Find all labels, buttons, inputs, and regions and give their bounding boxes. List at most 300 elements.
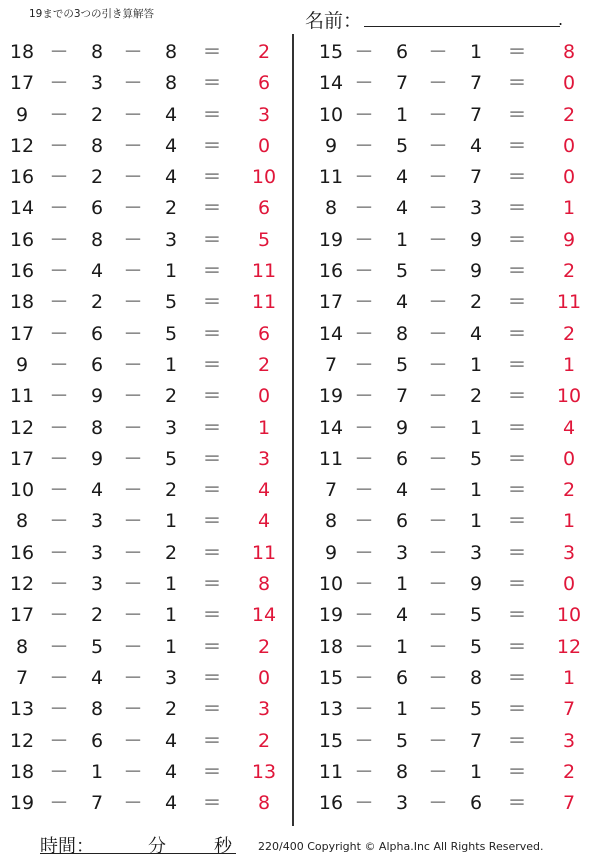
- minus-sign: －: [354, 166, 374, 189]
- minus-sign: －: [354, 541, 374, 564]
- subtrahend-1: 1: [395, 228, 409, 251]
- subtrahend-1: 9: [90, 447, 104, 470]
- answer: 8: [257, 792, 271, 815]
- subtrahend-1: 6: [395, 447, 409, 470]
- minus-sign: －: [354, 197, 374, 220]
- equals-sign: ＝: [202, 134, 222, 157]
- subtrahend-2: 1: [164, 604, 178, 627]
- minus-sign: －: [49, 134, 69, 157]
- minus-sign: －: [354, 447, 374, 470]
- subtrahend-1: 8: [395, 760, 409, 783]
- minus-sign: －: [49, 635, 69, 658]
- minus-sign: －: [49, 510, 69, 533]
- problem-row: [305, 413, 595, 444]
- subtrahend-1: 6: [395, 41, 409, 63]
- answer: 10: [556, 604, 582, 627]
- problem-row: [305, 131, 595, 162]
- subtrahend-1: 4: [395, 166, 409, 189]
- minus-sign: －: [123, 760, 143, 783]
- equals-sign: ＝: [202, 447, 222, 470]
- subtrahend-1: 3: [90, 510, 104, 533]
- subtrahend-1: 9: [90, 385, 104, 408]
- subtrahend-2: 1: [164, 510, 178, 533]
- minus-sign: －: [123, 666, 143, 689]
- minus-sign: －: [123, 698, 143, 721]
- minuend: 16: [9, 541, 35, 564]
- subtrahend-1: 3: [90, 541, 104, 564]
- equals-sign: ＝: [507, 760, 527, 783]
- subtrahend-2: 1: [469, 760, 483, 783]
- minuend: 17: [9, 322, 35, 345]
- equals-sign: ＝: [507, 666, 527, 689]
- minuend: 17: [318, 291, 344, 314]
- subtrahend-2: 9: [469, 573, 483, 596]
- minus-sign: －: [354, 41, 374, 63]
- minuend: 14: [318, 322, 344, 345]
- minus-sign: －: [428, 72, 448, 95]
- subtrahend-1: 7: [395, 72, 409, 95]
- problem-row: [0, 413, 290, 444]
- column-divider: [292, 34, 294, 826]
- subtrahend-1: 5: [90, 635, 104, 658]
- subtrahend-2: 4: [164, 760, 178, 783]
- minuend: 9: [324, 541, 338, 564]
- equals-sign: ＝: [202, 604, 222, 627]
- subtrahend-1: 3: [395, 792, 409, 815]
- minuend: 15: [318, 666, 344, 689]
- equals-sign: ＝: [202, 228, 222, 251]
- answer: 0: [562, 573, 576, 596]
- minus-sign: －: [123, 103, 143, 126]
- subtrahend-2: 4: [469, 322, 483, 345]
- minus-sign: －: [354, 260, 374, 283]
- minus-sign: －: [428, 103, 448, 126]
- problem-row: [305, 663, 595, 694]
- equals-sign: ＝: [202, 291, 222, 314]
- problem-row: [305, 225, 595, 256]
- problem-row: [0, 225, 290, 256]
- answer: 0: [257, 385, 271, 408]
- answer: 0: [257, 666, 271, 689]
- subtrahend-1: 4: [395, 291, 409, 314]
- subtrahend-1: 5: [395, 729, 409, 752]
- minus-sign: －: [428, 41, 448, 63]
- answer: 11: [251, 541, 277, 564]
- minuend: 12: [9, 416, 35, 439]
- problem-row: [0, 444, 290, 475]
- minuend: 17: [9, 604, 35, 627]
- subtrahend-1: 9: [395, 416, 409, 439]
- equals-sign: ＝: [507, 573, 527, 596]
- subtrahend-2: 8: [164, 41, 178, 63]
- problem-row: [305, 287, 595, 318]
- minus-sign: －: [49, 541, 69, 564]
- equals-sign: ＝: [507, 698, 527, 721]
- subtrahend-1: 1: [395, 103, 409, 126]
- minus-sign: －: [49, 353, 69, 376]
- equals-sign: ＝: [507, 166, 527, 189]
- minuend: 7: [15, 666, 29, 689]
- problem-row: [305, 37, 595, 68]
- minus-sign: －: [428, 322, 448, 345]
- subtrahend-1: 8: [90, 416, 104, 439]
- answer: 0: [562, 72, 576, 95]
- problem-row: [0, 100, 290, 131]
- equals-sign: ＝: [202, 322, 222, 345]
- problem-row: [0, 694, 290, 725]
- answer: 3: [562, 729, 576, 752]
- equals-sign: ＝: [507, 260, 527, 283]
- subtrahend-2: 3: [469, 197, 483, 220]
- subtrahend-1: 3: [395, 541, 409, 564]
- subtrahend-1: 5: [395, 134, 409, 157]
- equals-sign: ＝: [202, 197, 222, 220]
- minus-sign: －: [123, 510, 143, 533]
- minuend: 16: [318, 792, 344, 815]
- subtrahend-2: 3: [164, 228, 178, 251]
- subtrahend-2: 7: [469, 729, 483, 752]
- subtrahend-1: 4: [90, 479, 104, 502]
- problem-row: [0, 37, 290, 68]
- minus-sign: －: [428, 635, 448, 658]
- minuend: 19: [318, 385, 344, 408]
- problem-row: [0, 319, 290, 350]
- minus-sign: －: [123, 635, 143, 658]
- subtrahend-1: 6: [90, 322, 104, 345]
- problem-row: [0, 350, 290, 381]
- minutes-label: 分: [148, 836, 166, 857]
- minus-sign: －: [49, 166, 69, 189]
- minus-sign: －: [49, 666, 69, 689]
- minus-sign: －: [354, 134, 374, 157]
- answer: 6: [257, 72, 271, 95]
- minus-sign: －: [428, 604, 448, 627]
- answer: 8: [257, 573, 271, 596]
- equals-sign: ＝: [507, 479, 527, 502]
- equals-sign: ＝: [507, 416, 527, 439]
- minuend: 9: [15, 103, 29, 126]
- minus-sign: －: [123, 166, 143, 189]
- minus-sign: －: [49, 228, 69, 251]
- answer: 11: [251, 260, 277, 283]
- minuend: 11: [318, 760, 344, 783]
- subtrahend-2: 3: [164, 666, 178, 689]
- subtrahend-2: 1: [164, 635, 178, 658]
- minus-sign: －: [49, 322, 69, 345]
- problem-row: [0, 726, 290, 757]
- minuend: 10: [318, 573, 344, 596]
- problem-row: [0, 256, 290, 287]
- minuend: 17: [9, 447, 35, 470]
- subtrahend-2: 5: [164, 447, 178, 470]
- minuend: 15: [318, 41, 344, 63]
- left-problem-column: [0, 37, 290, 819]
- answer: 6: [257, 197, 271, 220]
- equals-sign: ＝: [202, 792, 222, 815]
- answer: 2: [562, 103, 576, 126]
- problem-row: [305, 381, 595, 412]
- subtrahend-2: 5: [469, 447, 483, 470]
- minus-sign: －: [354, 228, 374, 251]
- equals-sign: ＝: [202, 260, 222, 283]
- subtrahend-1: 6: [90, 729, 104, 752]
- problem-row: [305, 506, 595, 537]
- problem-row: [305, 632, 595, 663]
- answer: 10: [556, 385, 582, 408]
- answer: 0: [562, 166, 576, 189]
- equals-sign: ＝: [202, 166, 222, 189]
- answer: 1: [562, 197, 576, 220]
- minus-sign: －: [123, 573, 143, 596]
- subtrahend-2: 4: [164, 103, 178, 126]
- minus-sign: －: [123, 479, 143, 502]
- problem-row: [305, 256, 595, 287]
- minus-sign: －: [49, 792, 69, 815]
- minus-sign: －: [428, 479, 448, 502]
- minus-sign: －: [428, 792, 448, 815]
- subtrahend-1: 8: [90, 134, 104, 157]
- equals-sign: ＝: [507, 792, 527, 815]
- answer: 12: [556, 635, 582, 658]
- answer: 1: [257, 416, 271, 439]
- minus-sign: －: [123, 228, 143, 251]
- answer: 6: [257, 322, 271, 345]
- answer: 3: [562, 541, 576, 564]
- equals-sign: ＝: [507, 134, 527, 157]
- answer: 0: [562, 447, 576, 470]
- equals-sign: ＝: [507, 541, 527, 564]
- subtrahend-2: 5: [164, 322, 178, 345]
- answer: 0: [562, 134, 576, 157]
- minus-sign: －: [123, 729, 143, 752]
- minuend: 15: [318, 729, 344, 752]
- minus-sign: －: [123, 385, 143, 408]
- equals-sign: ＝: [507, 228, 527, 251]
- minus-sign: －: [123, 416, 143, 439]
- minuend: 16: [9, 166, 35, 189]
- minuend: 18: [9, 291, 35, 314]
- problem-row: [0, 506, 290, 537]
- subtrahend-2: 1: [469, 479, 483, 502]
- minus-sign: －: [428, 260, 448, 283]
- subtrahend-2: 4: [164, 166, 178, 189]
- subtrahend-2: 7: [469, 166, 483, 189]
- minus-sign: －: [123, 322, 143, 345]
- subtrahend-2: 1: [469, 416, 483, 439]
- answer: 11: [251, 291, 277, 314]
- answer: 1: [562, 510, 576, 533]
- subtrahend-2: 5: [164, 291, 178, 314]
- problem-row: [0, 287, 290, 318]
- minus-sign: －: [354, 635, 374, 658]
- minuend: 8: [324, 510, 338, 533]
- minus-sign: －: [428, 698, 448, 721]
- problem-row: [0, 663, 290, 694]
- subtrahend-2: 2: [164, 197, 178, 220]
- problem-row: [0, 632, 290, 663]
- time-underline: [40, 853, 236, 854]
- problem-row: [0, 68, 290, 99]
- minuend: 16: [318, 260, 344, 283]
- subtrahend-1: 2: [90, 103, 104, 126]
- answer: 2: [562, 760, 576, 783]
- minuend: 18: [318, 635, 344, 658]
- subtrahend-2: 1: [469, 353, 483, 376]
- name-label: 名前：: [305, 10, 363, 32]
- equals-sign: ＝: [507, 41, 527, 63]
- minus-sign: －: [49, 385, 69, 408]
- equals-sign: ＝: [202, 41, 222, 63]
- minus-sign: －: [354, 385, 374, 408]
- minus-sign: －: [49, 197, 69, 220]
- minus-sign: －: [354, 479, 374, 502]
- answer: 2: [257, 635, 271, 658]
- answer: 9: [562, 228, 576, 251]
- minus-sign: －: [49, 260, 69, 283]
- copyright-text: 220/400 Copyright © Alpha.Inc All Rights Reserved.: [258, 840, 544, 853]
- answer: 1: [562, 666, 576, 689]
- answer: 13: [251, 760, 277, 783]
- subtrahend-1: 6: [395, 510, 409, 533]
- equals-sign: ＝: [202, 729, 222, 752]
- minus-sign: －: [123, 541, 143, 564]
- minuend: 14: [318, 72, 344, 95]
- equals-sign: ＝: [202, 510, 222, 533]
- problem-row: [305, 694, 595, 725]
- minuend: 13: [9, 698, 35, 721]
- subtrahend-1: 5: [395, 353, 409, 376]
- equals-sign: ＝: [507, 322, 527, 345]
- subtrahend-2: 1: [164, 353, 178, 376]
- minus-sign: －: [354, 666, 374, 689]
- subtrahend-2: 9: [469, 260, 483, 283]
- subtrahend-2: 2: [164, 479, 178, 502]
- subtrahend-1: 1: [395, 635, 409, 658]
- minus-sign: －: [49, 72, 69, 95]
- minus-sign: －: [354, 103, 374, 126]
- minuend: 11: [9, 385, 35, 408]
- answer: 2: [257, 353, 271, 376]
- minus-sign: －: [428, 510, 448, 533]
- minus-sign: －: [49, 41, 69, 63]
- minus-sign: －: [123, 447, 143, 470]
- problem-row: [0, 600, 290, 631]
- answer: 8: [562, 41, 576, 63]
- minus-sign: －: [354, 416, 374, 439]
- subtrahend-1: 8: [395, 322, 409, 345]
- subtrahend-2: 1: [469, 510, 483, 533]
- equals-sign: ＝: [202, 416, 222, 439]
- minuend: 12: [9, 729, 35, 752]
- subtrahend-1: 8: [90, 698, 104, 721]
- equals-sign: ＝: [202, 479, 222, 502]
- equals-sign: ＝: [507, 72, 527, 95]
- answer: 4: [562, 416, 576, 439]
- problem-row: [0, 162, 290, 193]
- equals-sign: ＝: [202, 760, 222, 783]
- minus-sign: －: [123, 260, 143, 283]
- subtrahend-1: 2: [90, 291, 104, 314]
- minus-sign: －: [49, 573, 69, 596]
- minus-sign: －: [428, 573, 448, 596]
- equals-sign: ＝: [202, 385, 222, 408]
- problem-row: [0, 569, 290, 600]
- problem-row: [305, 350, 595, 381]
- minus-sign: －: [123, 353, 143, 376]
- subtrahend-1: 6: [90, 197, 104, 220]
- minus-sign: －: [428, 666, 448, 689]
- subtrahend-1: 4: [395, 604, 409, 627]
- subtrahend-1: 1: [395, 698, 409, 721]
- equals-sign: ＝: [202, 72, 222, 95]
- answer: 5: [257, 228, 271, 251]
- minus-sign: －: [354, 604, 374, 627]
- problem-row: [0, 475, 290, 506]
- subtrahend-1: 4: [90, 666, 104, 689]
- minus-sign: －: [428, 353, 448, 376]
- subtrahend-2: 5: [469, 635, 483, 658]
- minuend: 12: [9, 573, 35, 596]
- problem-row: [0, 538, 290, 569]
- minus-sign: －: [49, 291, 69, 314]
- minus-sign: －: [123, 604, 143, 627]
- minus-sign: －: [428, 291, 448, 314]
- minus-sign: －: [354, 322, 374, 345]
- answer: 7: [562, 792, 576, 815]
- equals-sign: ＝: [507, 353, 527, 376]
- minus-sign: －: [428, 134, 448, 157]
- subtrahend-2: 6: [469, 792, 483, 815]
- subtrahend-2: 5: [469, 604, 483, 627]
- problem-row: [305, 68, 595, 99]
- equals-sign: ＝: [507, 729, 527, 752]
- answer: 3: [257, 447, 271, 470]
- answer: 0: [257, 134, 271, 157]
- subtrahend-2: 3: [469, 541, 483, 564]
- subtrahend-2: 1: [469, 41, 483, 63]
- answer: 3: [257, 698, 271, 721]
- minus-sign: －: [428, 166, 448, 189]
- minuend: 18: [9, 760, 35, 783]
- minus-sign: －: [49, 698, 69, 721]
- name-line: [364, 26, 560, 27]
- problem-row: [305, 788, 595, 819]
- subtrahend-2: 7: [469, 72, 483, 95]
- subtrahend-2: 2: [164, 385, 178, 408]
- answer: 2: [562, 322, 576, 345]
- minus-sign: －: [123, 197, 143, 220]
- subtrahend-1: 1: [395, 573, 409, 596]
- minus-sign: －: [49, 479, 69, 502]
- minus-sign: －: [354, 291, 374, 314]
- problem-row: [305, 319, 595, 350]
- subtrahend-1: 4: [90, 260, 104, 283]
- minuend: 13: [318, 698, 344, 721]
- minus-sign: －: [428, 541, 448, 564]
- problem-row: [305, 726, 595, 757]
- problem-row: [0, 193, 290, 224]
- minuend: 10: [318, 103, 344, 126]
- subtrahend-1: 6: [395, 666, 409, 689]
- problem-row: [305, 757, 595, 788]
- minuend: 14: [318, 416, 344, 439]
- minus-sign: －: [354, 760, 374, 783]
- minus-sign: －: [49, 447, 69, 470]
- minuend: 10: [9, 479, 35, 502]
- subtrahend-1: 8: [90, 228, 104, 251]
- problem-row: [305, 538, 595, 569]
- minus-sign: －: [123, 792, 143, 815]
